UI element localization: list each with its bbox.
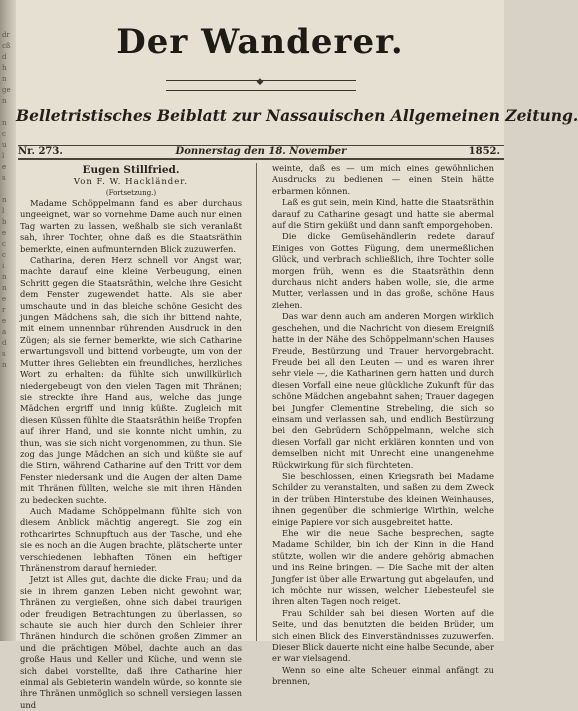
paragraph: Wenn so eine alte Scheuer einmal anfängt zu brennen,	[272, 664, 494, 687]
newspaper-title: Der Wanderer.	[116, 22, 404, 62]
paragraph: Die dicke Gemüsehändlerin redete darauf Einiges von Gottes Fügung, dem unermeßlichen Glück, und verbrach schließlich, ihre Tochter solle morgen früh, wenn es die Staatsräthin denn durchaus nicht anders haben wolle, sie, die arme Mutter, verlassen und in das große, schöne Haus ziehen.	[272, 231, 494, 310]
text-column-left	[20, 163, 242, 710]
newspaper-subtitle: Belletristisches Beiblatt zur Nassauischen Allgemeinen Zeitung.	[16, 106, 578, 125]
paragraph: Ehe wir die neue Sache besprechen, sagte Madame Schilder, bin ich der Kinn in die Hand stützte, wollen wir die andere gehörig abmachen und ins Reine bringen. — Die Sache mit der alten Jungfer ist über alle Erwartung gut abgelaufen, und ich möchte nur wissen, welcher Liebesteufel sie ihren alten Tagen noch reiget.	[272, 528, 494, 607]
book-spine	[0, 0, 16, 641]
text-column-right	[272, 163, 494, 687]
paragraph: Catharina, deren Herz schnell vor Angst war, machte darauf eine kleine Verbeugung, einen Schritt gegen die Staatsräthin, welche ihre Gesicht dem Fenster zugewendet hatte. Als sie aber umschaute und in das bleiche schöne Gesicht des jungen Mädchens sah, die sich ihr bittend nahte, mit einem unnennbar rührenden Ausdruck in den Zügen; als sie ferner bemerkte, wie sich Catharine erwartungsvoll und bittend vorbeugte, um von der Mutter ihres Geliebten ein freundliches, herzliches Wort zu erhalten: da fühlte sich unwillkürlich niedergebeugt von den vielen Tagen mit Thränen; sie streckte ihre Hand aus, welche das junge Mädchen ergriff und innig küßte. Zugleich mit diesen Küssen fühlte die Staatsräthin heiße Tropfen auf ihrer Hand, und sie konnte nicht umhin, zu thun, was sie sich nicht vorgenommen, zu thun. Sie zog das junge Mädchen an sich und küßte sie auf die Stirn, während Catharine auf den Tritt vor dem Fenster niedersank und die Augen der alten Dame mit Thränen füllten, welche sie mit ihren Händen zu bedecken suchte.	[20, 255, 242, 505]
spine-text-fragments: dr cß d h n ge n n c u l e s n l b e c c i n n e r e a d s n	[2, 31, 11, 369]
ornament-icon: ◆	[256, 77, 264, 87]
issue-year: 1852.	[468, 146, 500, 157]
issue-rule-bottom	[18, 158, 504, 160]
issue-date: Donnerstag den 18. November	[175, 146, 347, 157]
paragraph: Auch Madame Schöppelmann fühlte sich von diesem Anblick mächtig angeregt. Sie zog ein rothcarirtes Schnupftuch aus der Tasche, und ehe sie es noch an die Augen brachte, plätscherte unter verschiedenen lebhaften Tönen ein heftiger Thränenstrom darauf hernieder.	[20, 505, 242, 573]
paragraph: Laß es gut sein, mein Kind, hatte die Staatsräthin darauf zu Catharine gesagt und hatte sie abermal auf die Stirn geküßt und dann sanft emporgehoben.	[272, 197, 494, 231]
story-continuation-note: (Fortsetzung.)	[105, 189, 157, 197]
paragraph: Jetzt ist Alles gut, dachte die dicke Frau; und da sie in ihrem ganzen Leben nicht gewohnt war, Thränen zu vergießen, ohne sich dabei traurigen oder freudigen Betrachtungen zu überlassen, so schaute sie auch hier durch den Schleier ihrer Thränen hindurch die schönen großen Zimmer an und die prächtigen Möbel, dachte auch an das große Haus und Keller und Küche, und wenn sie sich dabei vorstellte, daß ihre Catharine hier einmal als Gebieterin wandeln würde, so konnte sie ihre Thränen unmöglich so schnell versiegen lassen und	[20, 574, 242, 710]
paragraph: weinte, daß es — um mich eines gewöhnlichen Ausdrucks zu bedienen — einen Stein hätte erbarmen können.	[272, 163, 494, 196]
issue-line	[18, 146, 504, 158]
issue-number: Nr. 273.	[18, 146, 63, 157]
paragraph: Sie beschlossen, einen Kriegsrath bei Madame Schilder zu veranstalten, und saßen zu dem Zweck in der trüben Hinterstube des kleinen Weinhauses, ihnen gegenüber die schmierige Wirthin, welche einige Papiere vor sich ausgebreitet hatte.	[272, 470, 494, 527]
story-author: Von F. W. Hackländer.	[73, 177, 189, 187]
story-title: Eugen Stillfried.	[82, 164, 180, 176]
paragraph: Frau Schilder sah bei diesen Worten auf die Seite, und das benutzten die beiden Brüder, um sich einen Blick des Einverständnisses zuzuwerfen. Dieser Blick dauerte nicht eine halbe Secunde, aber er war vielsagend.	[272, 607, 494, 664]
paragraph: Das war denn auch am anderen Morgen wirklich geschehen, und die Nachricht von diesem Ereigniß hatte in der Nähe des Schöppelmann'schen Hauses Freude, Bestürzung und Trauer hervorgebracht. Freude bei all den Leuten — und es waren ihrer sehr viele —, die Katharinen gern hatten und durch diesen Vorfall eine neue glückliche Zukunft für das schöne Mädchen angebahnt sahen; Trauer dagegen bei Jungfer Clementine Strebeling, die sich so einsam und verlassen sah, und endlich Bestürzung bei den Gebrüdern Schöppelmann, welche sich diesen Vorfall gar nicht erklären konnten und von demselben nicht mit Unrecht eine unangenehme Rückwirkung für sich fürchteten.	[272, 311, 494, 470]
column-divider	[256, 163, 257, 641]
title-rule-bottom	[166, 90, 356, 91]
paragraph: Madame Schöppelmann fand es aber durchaus ungeeignet, war so vornehme Dame auch nur einen Tag warten zu lassen, weßhalb sie sich veranlaßt sah, ihrer Tochter, ohne daß es die Staatsräthin bemerkte, einen aufmunternden Blick zuzuwerfen.	[20, 198, 242, 254]
masthead	[16, 0, 578, 150]
